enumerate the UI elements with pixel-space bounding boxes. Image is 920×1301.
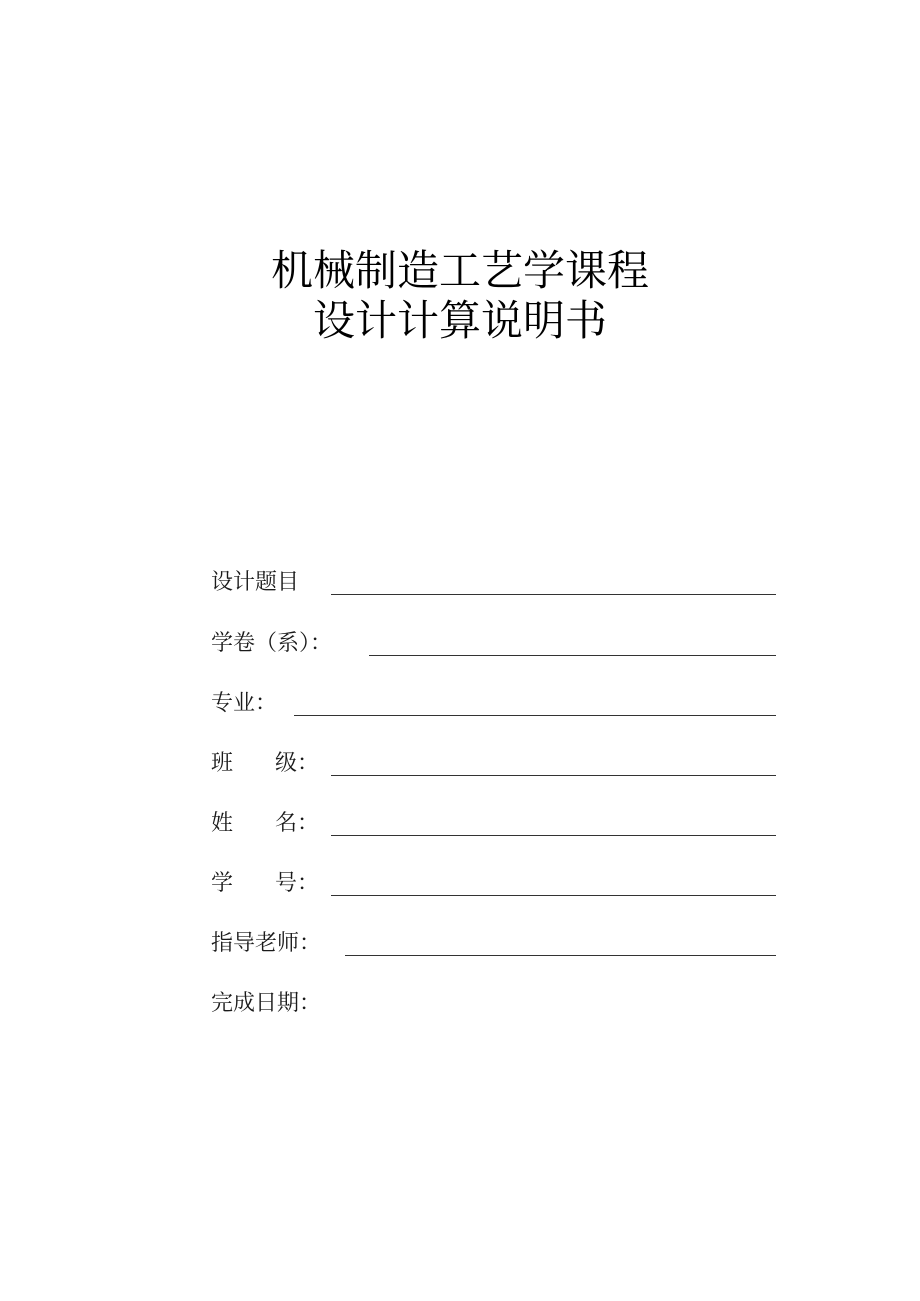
title-line-2: 设计计算说明书	[312, 296, 607, 345]
field-input-line-name[interactable]	[331, 835, 776, 836]
title-line-1: 机械制造工艺学课程	[270, 246, 649, 295]
field-label-student-id: 学 号：	[211, 871, 319, 896]
field-label-design-topic: 设计题目	[211, 570, 300, 595]
field-label-completion-date: 完成日期：	[211, 991, 322, 1016]
field-input-line-department[interactable]	[369, 655, 776, 656]
field-label-name: 姓 名：	[211, 811, 319, 836]
field-input-line-student-id[interactable]	[331, 895, 776, 896]
field-input-line-major[interactable]	[294, 715, 776, 716]
field-label-department: 学卷（系）：	[211, 631, 333, 656]
document-title	[0, 246, 920, 346]
field-label-major: 专业：	[211, 691, 278, 716]
field-input-line-design-topic[interactable]	[331, 594, 776, 595]
field-label-advisor: 指导老师：	[211, 931, 322, 956]
field-input-line-advisor[interactable]	[345, 955, 776, 956]
field-input-line-class[interactable]	[331, 775, 776, 776]
field-label-class: 班 级：	[211, 751, 319, 776]
